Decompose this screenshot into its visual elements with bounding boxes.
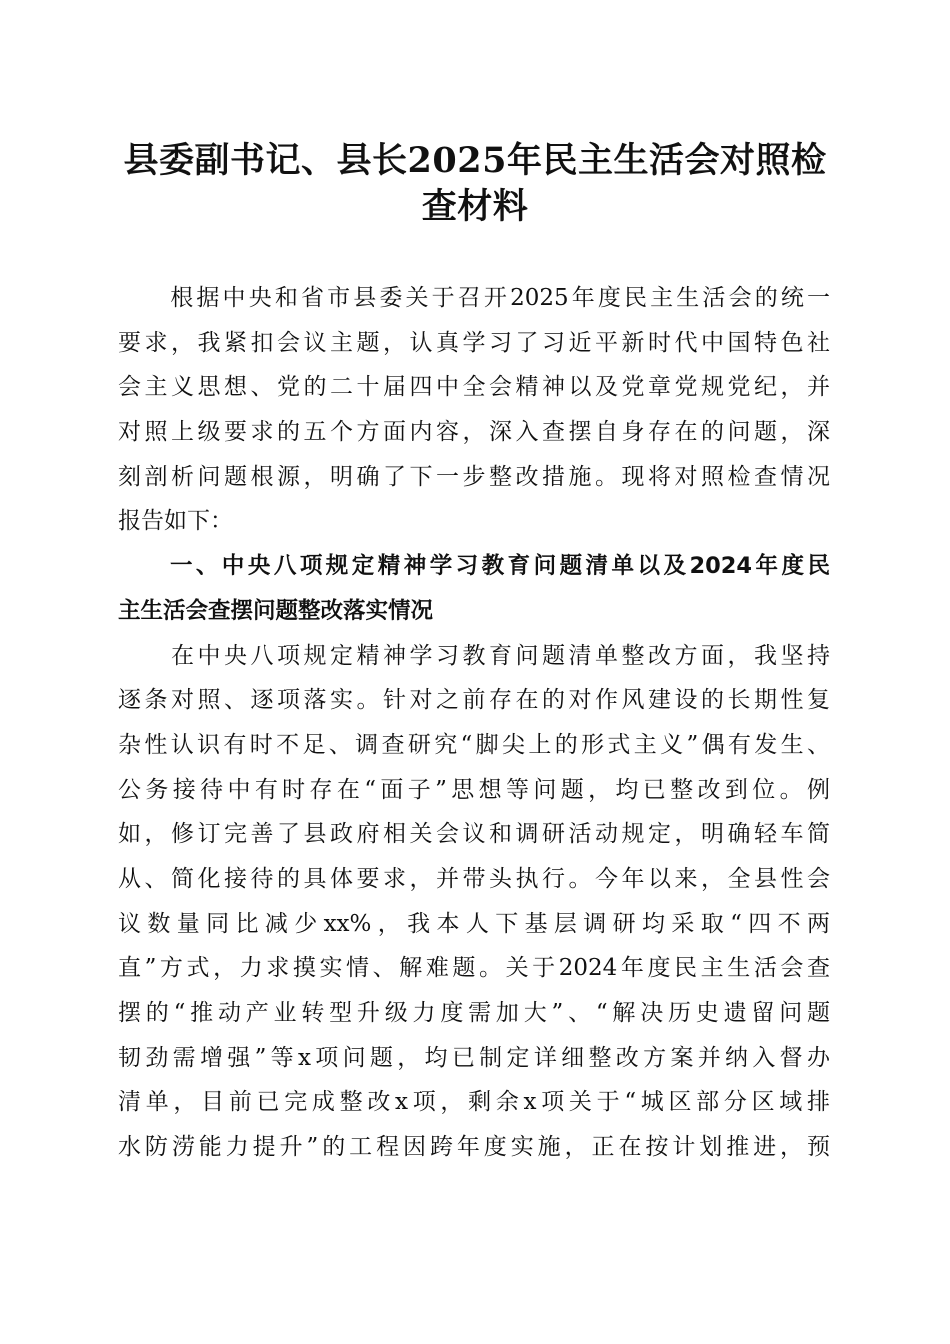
text-line: 逐条对照、逐项落实。针对之前存在的对作风建设的长期性复 bbox=[118, 687, 830, 714]
text-line: 直”方式，力求摸实情、解难题。关于2024年度民主生活会查 bbox=[118, 955, 830, 982]
section-1-paragraph bbox=[118, 634, 830, 1170]
text-line: 公务接待中有时存在“面子”思想等问题，均已整改到位。例 bbox=[118, 776, 830, 803]
text-line: 会主义思想、党的二十届四中全会精神以及党章党规党纪，并 bbox=[118, 374, 830, 401]
title-line: 查材料 bbox=[421, 186, 529, 227]
text-line: 根据中央和省市县委关于召开2025年度民主生活会的统一 bbox=[118, 285, 830, 311]
text-line: 摆的“推动产业转型升级力度需加大”、“解决历史遗留问题 bbox=[118, 1000, 830, 1026]
document-title bbox=[100, 138, 850, 230]
heading-line: 一、中央八项规定精神学习教育问题清单以及2024年度民 bbox=[118, 553, 830, 580]
text-line: 报告如下： bbox=[118, 508, 233, 535]
intro-paragraph bbox=[118, 276, 830, 544]
text-line: 对照上级要求的五个方面内容，深入查摆自身存在的问题，深 bbox=[118, 419, 830, 446]
text-line: 韧劲需增强”等x项问题，均已制定详细整改方案并纳入督办 bbox=[118, 1044, 830, 1071]
text-line: 刻剖析问题根源，明确了下一步整改措施。现将对照检查情况 bbox=[118, 463, 830, 490]
text-line: 清单，目前已完成整改x项，剩余x项关于“城区部分区域排 bbox=[118, 1089, 830, 1116]
section-1-heading bbox=[118, 544, 830, 633]
text-line: 如，修订完善了县政府相关会议和调研活动规定，明确轻车简 bbox=[118, 821, 830, 848]
text-line: 杂性认识有时不足、调查研究“脚尖上的形式主义”偶有发生、 bbox=[118, 731, 830, 758]
document-body bbox=[118, 276, 830, 1170]
text-line: 水防涝能力提升”的工程因跨年度实施，正在按计划推进，预 bbox=[118, 1134, 830, 1161]
text-line: 要求，我紧扣会议主题，认真学习了习近平新时代中国特色社 bbox=[118, 329, 830, 356]
text-line: 议数量同比减少xx%，我本人下基层调研均采取“四不两 bbox=[118, 910, 830, 937]
text-line: 从、简化接待的具体要求，并带头执行。今年以来，全县性会 bbox=[118, 865, 830, 892]
title-line: 县委副书记、县长2025年民主生活会对照检 bbox=[123, 140, 827, 181]
heading-line: 主生活会查摆问题整改落实情况 bbox=[118, 597, 434, 624]
text-line: 在中央八项规定精神学习教育问题清单整改方面，我坚持 bbox=[118, 642, 830, 669]
